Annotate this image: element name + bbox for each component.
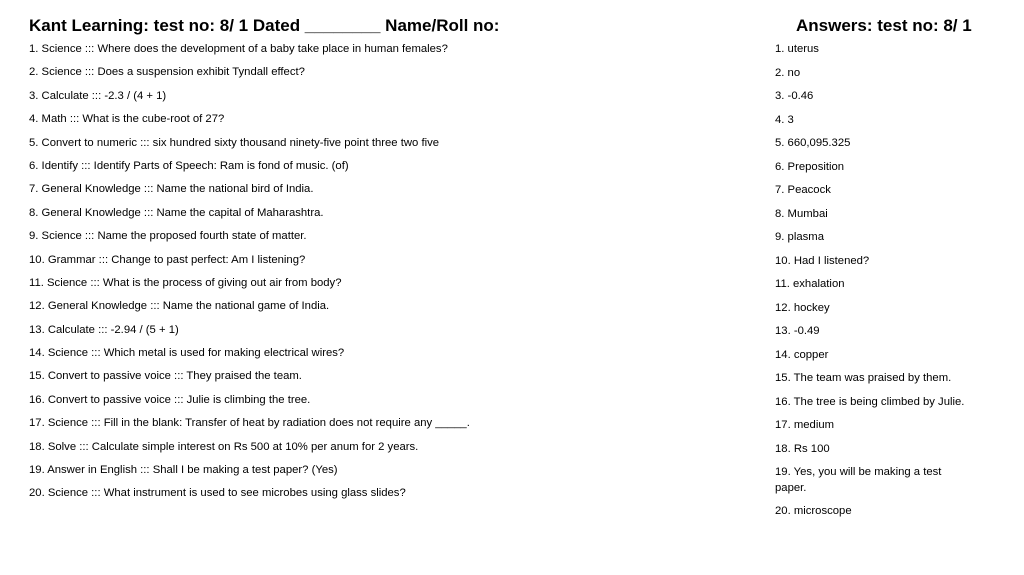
question-item: 18. Solve ::: Calculate simple interest on Rs 500 at 10% per anum for 2 years. [29, 440, 419, 453]
question-item: 12. General Knowledge ::: Name the national game of India. [29, 300, 330, 313]
question-item: 19. Answer in English ::: Shall I be making a test paper? (Yes) [29, 464, 338, 477]
test-title: Kant Learning: test no: 8/ 1 Dated ________ Name/Roll no: [29, 16, 500, 35]
question-item: 14. Science ::: Which metal is used for making electrical wires? [29, 347, 345, 360]
answer-item: 4. 3 [775, 113, 794, 126]
answer-item: 2. no [775, 66, 801, 79]
answer-item: 9. plasma [775, 231, 824, 243]
question-item: 5. Convert to numeric ::: six hundred sixty thousand ninety-five point three two five [29, 136, 440, 149]
question-item: 9. Science ::: Name the proposed fourth state of matter. [29, 230, 307, 243]
question-item: 8. General Knowledge ::: Name the capital of Maharashtra. [29, 206, 324, 219]
question-item: 10. Grammar ::: Change to past perfect: Am I listening? [29, 253, 306, 266]
answer-item: 13. -0.49 [775, 325, 820, 337]
answer-item: 7. Peacock [775, 184, 831, 196]
answer-item: 6. Preposition [775, 160, 845, 173]
answer-item: 11. exhalation [775, 278, 845, 290]
answer-item: 16. The tree is being climbed by Julie. [775, 395, 965, 408]
question-list [29, 42, 749, 510]
answer-item: 18. Rs 100 [775, 442, 830, 455]
answer-item: 1. uterus [775, 43, 819, 55]
question-item: 3. Calculate ::: -2.3 / (4 + 1) [29, 89, 167, 102]
question-item: 13. Calculate ::: -2.94 / (5 + 1) [29, 323, 179, 336]
answer-item: 12. hockey [775, 301, 830, 314]
answer-item: 14. copper [775, 348, 829, 361]
answer-item: 3. -0.46 [775, 90, 814, 102]
question-item: 15. Convert to passive voice ::: They praised the team. [29, 370, 302, 383]
question-item: 6. Identify ::: Identify Parts of Speech: Ram is fond of music. (of) [29, 159, 349, 172]
answer-list [775, 42, 965, 528]
answer-item: 10. Had I listened? [775, 254, 870, 267]
answers-title: Answers: test no: 8/ 1 [796, 16, 972, 35]
question-item: 2. Science ::: Does a suspension exhibit Tyndall effect? [29, 66, 305, 79]
answer-item: 8. Mumbai [775, 207, 828, 220]
question-item: 11. Science ::: What is the process of giving out air from body? [29, 276, 342, 289]
answer-item: 17. medium [775, 419, 835, 431]
question-item: 7. General Knowledge ::: Name the national bird of India. [29, 183, 314, 196]
question-item: 17. Science ::: Fill in the blank: Transfer of heat by radiation does not require any _____. [29, 417, 470, 430]
answer-item: 19. Yes, you will be making a test paper. [775, 466, 942, 494]
question-item: 20. Science ::: What instrument is used to see microbes using glass slides? [29, 487, 406, 500]
answer-item: 15. The team was praised by them. [775, 372, 952, 384]
question-item: 1. Science ::: Where does the development of a baby take place in human females? [29, 43, 448, 55]
question-item: 4. Math ::: What is the cube-root of 27? [29, 113, 225, 126]
answer-item: 5. 660,095.325 [775, 137, 851, 149]
answer-item: 20. microscope [775, 505, 852, 517]
question-item: 16. Convert to passive voice ::: Julie is climbing the tree. [29, 393, 311, 406]
